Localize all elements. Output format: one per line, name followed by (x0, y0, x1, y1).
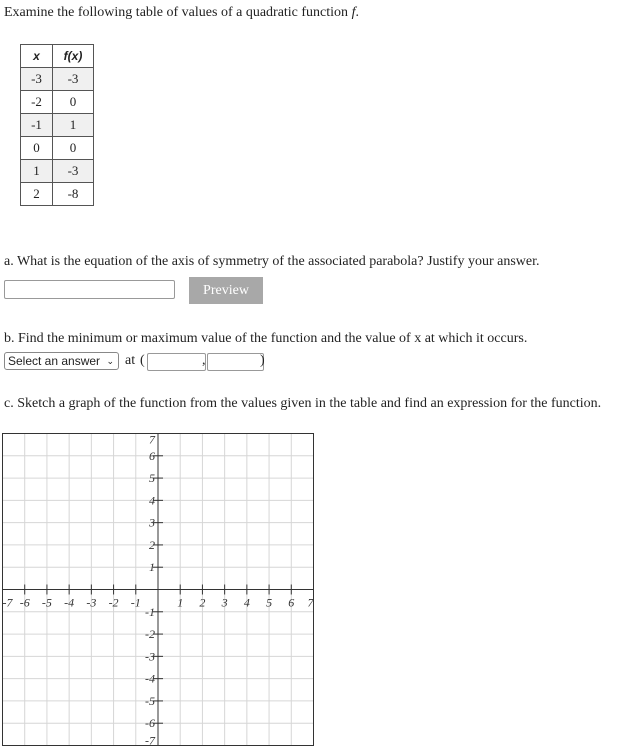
cell-fx: 1 (53, 114, 94, 137)
preview-button[interactable]: Preview (189, 277, 263, 304)
x-tick-label: -2 (108, 595, 119, 610)
y-coordinate-input[interactable] (207, 353, 264, 371)
cell-x: -3 (21, 68, 53, 91)
x-tick-label: 7 (307, 595, 314, 610)
function-name: f (351, 5, 356, 20)
y-tick-label: 4 (149, 493, 155, 508)
table-row (21, 183, 94, 206)
axes (2, 433, 314, 746)
prompt-suffix: . (355, 5, 359, 20)
cell-x: 1 (21, 160, 53, 183)
y-tick-label: -3 (145, 649, 155, 664)
chevron-down-icon: ⌄ (106, 356, 114, 366)
graph-canvas[interactable] (2, 433, 314, 746)
x-tick-label: 1 (177, 595, 184, 610)
cell-x: -2 (21, 91, 53, 114)
header-fx: f(x) (53, 45, 94, 68)
y-tick-label: 3 (149, 515, 155, 530)
x-tick-label: 5 (266, 595, 273, 610)
question-b-text: b. Find the minimum or maximum value of the function and the value of x at which it occurs. (4, 331, 528, 346)
y-tick-label: -5 (145, 693, 155, 708)
question-a-text: a. What is the equation of the axis of symmetry of the associated parabola? Justify your answer. (4, 254, 540, 269)
prompt-text: Examine the following table of values of a quadratic function (4, 5, 352, 20)
table-row (21, 137, 94, 160)
cell-fx: 0 (53, 91, 94, 114)
y-tick-label: -7 (145, 733, 155, 746)
select-value: Select an answer (8, 354, 101, 368)
close-paren: ) (260, 353, 265, 368)
x-tick-label: 4 (243, 595, 250, 610)
y-tick-label: -6 (145, 716, 155, 731)
x-tick-label: -7 (2, 595, 13, 610)
header-x: x (21, 45, 53, 68)
x-tick-label: -5 (41, 595, 52, 610)
x-tick-label: 6 (288, 595, 295, 610)
cell-x: 2 (21, 183, 53, 206)
cell-x: -1 (21, 114, 53, 137)
table-header-row (21, 45, 94, 68)
y-tick-label: 1 (149, 560, 155, 575)
table-row (21, 68, 94, 91)
x-tick-label: -4 (64, 595, 75, 610)
x-tick-label: 2 (199, 595, 206, 610)
question-c-text: c. Sketch a graph of the function from the values given in the table and find an expression for the function. (4, 396, 602, 411)
table-row (21, 114, 94, 137)
y-tick-label: -2 (145, 627, 155, 642)
y-tick-label: 2 (149, 537, 155, 552)
y-tick-label: -4 (145, 671, 155, 686)
y-tick-label: -1 (145, 604, 155, 619)
cell-fx: -8 (53, 183, 94, 206)
y-tick-label: 6 (149, 448, 155, 463)
x-tick-label: 3 (221, 595, 228, 610)
values-table (20, 44, 94, 206)
x-tick-label: -3 (86, 595, 97, 610)
y-tick-label: 7 (149, 433, 155, 447)
table-row (21, 91, 94, 114)
cell-fx: 0 (53, 137, 94, 160)
problem-prompt (4, 5, 359, 21)
y-tick-label: 5 (149, 471, 155, 486)
table-row (21, 160, 94, 183)
cell-x: 0 (21, 137, 53, 160)
cell-fx: -3 (53, 68, 94, 91)
open-paren: ( (140, 353, 145, 368)
x-tick-label: -1 (130, 595, 141, 610)
comma-separator: , (202, 353, 206, 368)
x-coordinate-input[interactable] (147, 353, 206, 371)
at-label: at (125, 353, 136, 368)
x-tick-label: -6 (19, 595, 30, 610)
cell-fx: -3 (53, 160, 94, 183)
axis-of-symmetry-input[interactable] (4, 280, 175, 299)
min-max-select[interactable] (4, 352, 119, 370)
